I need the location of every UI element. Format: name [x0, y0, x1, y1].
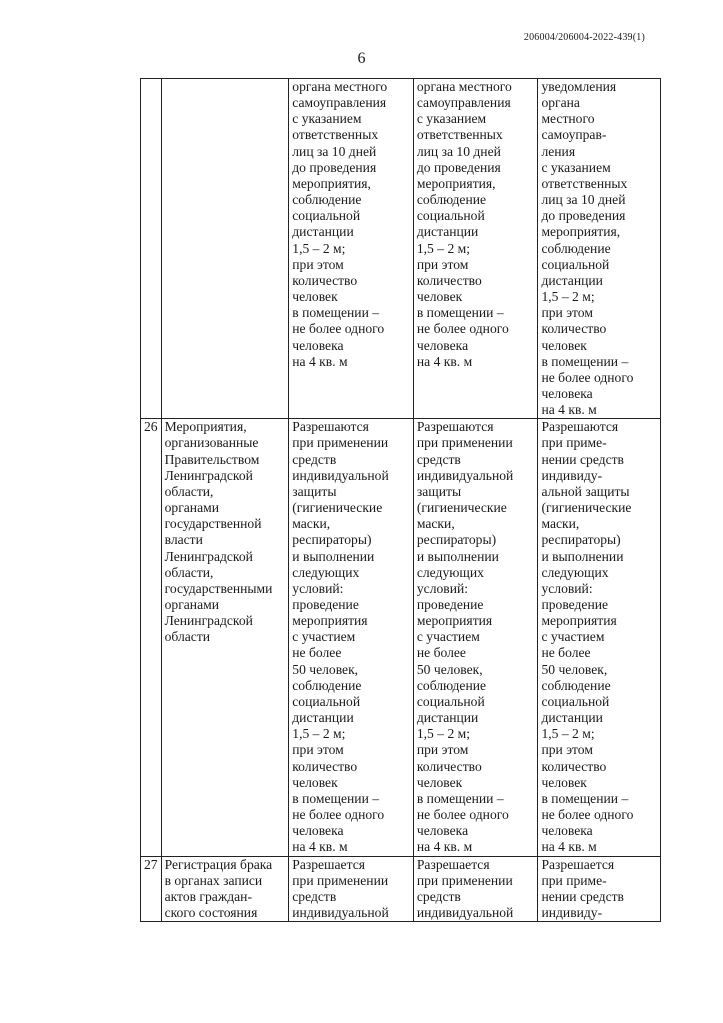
- cell-text-line: соблюдение: [292, 192, 362, 208]
- cell-text-line: 50 человек,: [416, 661, 483, 677]
- cell-text-line: области,: [164, 483, 214, 499]
- cell-text-line: органа местного: [292, 79, 388, 94]
- cell-text-line: не более: [416, 645, 466, 661]
- cell-text-line: человек: [541, 774, 587, 790]
- cell-text-line: социальной: [416, 693, 485, 709]
- cell-text-line: человека: [416, 823, 469, 839]
- cell-text-line: 50 человек,: [292, 661, 359, 677]
- cell-text-line: при этом: [541, 305, 593, 321]
- cell-text-line: не более одного: [292, 807, 385, 823]
- row-number: 26: [144, 419, 158, 435]
- table-row: [141, 856, 661, 922]
- cell-text-line: проведение: [416, 597, 484, 612]
- regime-c-cell: [538, 856, 661, 922]
- cell-text-line: индивиду-: [541, 467, 603, 483]
- cell-text-line: нении средств: [541, 888, 624, 904]
- cell-text-line: следующих: [541, 564, 609, 580]
- cell-text-line: количество: [416, 758, 482, 774]
- cell-text-line: с участием: [541, 629, 605, 645]
- cell-text-line: Регистрация брака: [164, 856, 273, 872]
- cell-text-line: Разрешаются: [292, 419, 369, 435]
- cell-text-line: Разрешается: [416, 856, 490, 872]
- cell-text-line: средств: [416, 451, 461, 467]
- cell-text-line: Ленинградской: [164, 548, 253, 564]
- cell-text-line: защиты: [416, 483, 462, 499]
- cell-text-line: Разрешаются: [416, 419, 494, 435]
- cell-text-line: соблюдение: [292, 677, 362, 693]
- cell-text-line: мероприятия: [541, 613, 617, 629]
- cell-text-line: соблюдение: [416, 192, 487, 208]
- cell-text-line: 1,5 – 2 м;: [541, 289, 595, 305]
- cell-text-line: органа: [541, 95, 580, 111]
- cell-text-line: следующих: [292, 564, 360, 580]
- cell-text-line: не более одного: [416, 321, 509, 337]
- cell-text-line: лиц за 10 дней: [416, 143, 501, 159]
- cell-text-line: при применении: [292, 435, 389, 451]
- document-id: 206004/206004-2022-439(1): [523, 32, 645, 43]
- cell-text-line: до проведения: [292, 159, 377, 175]
- cell-text-line: 1,5 – 2 м;: [416, 240, 471, 256]
- cell-text-line: не более одного: [541, 369, 634, 385]
- cell-text-line: индивидуальной: [292, 467, 389, 483]
- cell-text-line: при применении: [416, 872, 513, 888]
- cell-text-line: не более одного: [541, 807, 634, 823]
- cell-text-line: дистанции: [541, 272, 603, 288]
- cell-text-line: (гигиенические: [292, 500, 383, 516]
- cell-text-line: на 4 кв. м: [416, 839, 473, 855]
- cell-text-line: социальной: [541, 256, 610, 272]
- cell-text-line: ответственных: [416, 127, 503, 143]
- cell-text-line: проведение: [292, 597, 359, 612]
- cell-text-line: в помещении –: [541, 790, 629, 806]
- cell-text-line: респираторы): [292, 532, 372, 548]
- table-row: [141, 419, 661, 856]
- cell-text-line: на 4 кв. м: [541, 402, 597, 418]
- cell-text-line: маски,: [292, 516, 331, 532]
- event-name-cell: [161, 856, 289, 922]
- cell-text-line: не более: [292, 645, 342, 661]
- cell-text-line: количество: [292, 758, 358, 774]
- cell-text-line: социальной: [416, 208, 485, 224]
- cell-text-line: респираторы): [541, 532, 621, 548]
- regime-a-cell: [289, 79, 414, 419]
- cell-text-line: органа местного: [416, 79, 512, 94]
- cell-text-line: при этом: [292, 256, 344, 272]
- page-number: 6: [357, 50, 366, 67]
- cell-text-line: респираторы): [416, 532, 497, 548]
- cell-text-line: в помещении –: [416, 305, 504, 321]
- cell-text-line: 1,5 – 2 м;: [541, 726, 595, 742]
- cell-text-line: мероприятия: [292, 613, 368, 629]
- cell-text-line: дистанции: [416, 710, 479, 726]
- cell-text-line: средств: [292, 451, 337, 467]
- cell-text-line: в помещении –: [416, 790, 504, 806]
- cell-text-line: 1,5 – 2 м;: [292, 240, 346, 256]
- cell-text-line: на 4 кв. м: [292, 353, 348, 369]
- cell-text-line: альной защиты: [541, 483, 630, 499]
- cell-text-line: мероприятия,: [292, 175, 371, 191]
- cell-text-line: человек: [292, 774, 338, 790]
- cell-text-line: уведомления: [541, 79, 617, 94]
- regime-a-cell: [289, 856, 414, 922]
- cell-text-line: человека: [541, 385, 593, 401]
- cell-text-line: социальной: [292, 208, 361, 224]
- cell-text-line: Ленинградской: [164, 613, 253, 629]
- cell-text-line: в помещении –: [541, 353, 629, 369]
- cell-text-line: ления: [541, 143, 576, 159]
- cell-text-line: мероприятия: [416, 613, 493, 629]
- cell-text-line: не более одного: [292, 321, 385, 337]
- table-row: [141, 79, 661, 419]
- cell-text-line: Разрешается: [541, 856, 615, 872]
- cell-text-line: актов граждан-: [164, 888, 252, 904]
- cell-text-line: индивидуальной: [292, 904, 389, 920]
- cell-text-line: 50 человек,: [541, 661, 608, 677]
- cell-text-line: с указанием: [292, 111, 362, 127]
- table-body: [141, 79, 661, 922]
- cell-text-line: государственными: [164, 580, 273, 596]
- cell-text-line: Ленинградской: [164, 467, 253, 483]
- cell-text-line: (гигиенические: [541, 500, 632, 516]
- cell-text-line: на 4 кв. м: [416, 353, 473, 369]
- cell-text-line: ского состояния: [164, 904, 258, 920]
- cell-text-line: средств: [416, 888, 461, 904]
- cell-text-line: лиц за 10 дней: [541, 192, 626, 208]
- cell-text-line: местного: [541, 111, 595, 127]
- cell-text-line: органами: [164, 597, 219, 612]
- cell-text-line: Разрешается: [292, 856, 365, 872]
- cell-text-line: Правительством: [164, 451, 260, 467]
- cell-text-line: Мероприятия,: [164, 419, 247, 435]
- cell-text-line: следующих: [416, 564, 484, 580]
- cell-text-line: соблюдение: [541, 240, 611, 256]
- cell-text-line: условий:: [292, 580, 344, 596]
- cell-text-line: в помещении –: [292, 790, 380, 806]
- regulation-table: [140, 78, 661, 922]
- cell-text-line: самоуправления: [292, 95, 387, 111]
- regime-c-cell: [538, 79, 661, 419]
- cell-text-line: человек: [416, 289, 463, 305]
- cell-text-line: Разрешаются: [541, 419, 619, 435]
- row-number-cell: [141, 79, 162, 419]
- cell-text-line: при этом: [416, 742, 469, 758]
- regime-b-cell: [413, 856, 538, 922]
- cell-text-line: дистанции: [416, 224, 479, 240]
- cell-text-line: до проведения: [541, 208, 626, 224]
- cell-text-line: 1,5 – 2 м;: [292, 726, 346, 742]
- cell-text-line: области: [164, 629, 211, 645]
- cell-text-line: мероприятия,: [416, 175, 496, 191]
- cell-text-line: не более: [541, 645, 591, 661]
- row-number-cell: [141, 856, 162, 922]
- cell-text-line: области,: [164, 564, 214, 580]
- cell-text-line: человека: [292, 337, 344, 353]
- cell-text-line: при этом: [416, 256, 469, 272]
- cell-text-line: количество: [292, 272, 358, 288]
- cell-text-line: до проведения: [416, 159, 501, 175]
- cell-text-line: человек: [416, 774, 463, 790]
- cell-text-line: в помещении –: [292, 305, 380, 321]
- cell-text-line: ответственных: [292, 127, 379, 143]
- cell-text-line: индивидуальной: [416, 467, 514, 483]
- cell-text-line: маски,: [541, 516, 580, 532]
- cell-text-line: ответственных: [541, 175, 628, 191]
- cell-text-line: организованные: [164, 435, 259, 451]
- cell-text-line: при применении: [292, 872, 389, 888]
- cell-text-line: условий:: [541, 580, 593, 596]
- cell-text-line: не более одного: [416, 807, 509, 823]
- cell-text-line: лиц за 10 дней: [292, 143, 377, 159]
- cell-text-line: дистанции: [292, 224, 354, 240]
- cell-text-line: и выполнении: [416, 548, 499, 564]
- cell-text-line: мероприятия,: [541, 224, 621, 240]
- cell-text-line: соблюдение: [541, 677, 611, 693]
- cell-text-line: человека: [292, 823, 344, 839]
- cell-text-line: человек: [541, 337, 587, 353]
- cell-text-line: 1,5 – 2 м;: [416, 726, 471, 742]
- cell-text-line: маски,: [416, 516, 455, 532]
- event-name-cell: [161, 419, 289, 856]
- cell-text-line: (гигиенические: [416, 500, 507, 516]
- row-number-cell: [141, 419, 162, 856]
- cell-text-line: и выполнении: [292, 548, 375, 564]
- cell-text-line: с указанием: [416, 111, 487, 127]
- cell-text-line: с участием: [292, 629, 356, 645]
- cell-text-line: на 4 кв. м: [292, 839, 348, 855]
- cell-text-line: на 4 кв. м: [541, 839, 597, 855]
- cell-text-line: при приме-: [541, 872, 607, 888]
- regime-a-cell: [289, 419, 414, 856]
- cell-text-line: государственной: [164, 516, 262, 532]
- cell-text-line: средств: [292, 888, 337, 904]
- regime-c-cell: [538, 419, 661, 856]
- event-name-cell: [161, 79, 289, 419]
- cell-text-line: при применении: [416, 435, 513, 451]
- cell-text-line: количество: [541, 758, 607, 774]
- cell-text-line: индивидуальной: [416, 904, 514, 920]
- cell-text-line: с участием: [416, 629, 480, 645]
- cell-text-line: защиты: [292, 483, 337, 499]
- cell-text-line: человека: [541, 823, 593, 839]
- regime-b-cell: [413, 419, 538, 856]
- cell-text-line: при этом: [292, 742, 344, 758]
- cell-text-line: количество: [541, 321, 607, 337]
- cell-text-line: и выполнении: [541, 548, 624, 564]
- cell-text-line: проведение: [541, 597, 609, 612]
- cell-text-line: самоуправ-: [541, 127, 607, 143]
- cell-text-line: с указанием: [541, 159, 611, 175]
- cell-text-line: человек: [292, 289, 338, 305]
- cell-text-line: индивиду-: [541, 904, 603, 920]
- cell-text-line: дистанции: [541, 710, 603, 726]
- cell-text-line: дистанции: [292, 710, 354, 726]
- cell-text-line: количество: [416, 272, 482, 288]
- cell-text-line: органами: [164, 500, 219, 516]
- row-number: 27: [144, 856, 158, 872]
- cell-text-line: власти: [164, 532, 203, 548]
- cell-text-line: человека: [416, 337, 469, 353]
- cell-text-line: социальной: [292, 693, 361, 709]
- cell-text-line: соблюдение: [416, 677, 487, 693]
- cell-text-line: условий:: [416, 580, 469, 596]
- cell-text-line: нении средств: [541, 451, 624, 467]
- cell-text-line: при приме-: [541, 435, 607, 451]
- cell-text-line: социальной: [541, 693, 610, 709]
- regime-b-cell: [413, 79, 538, 419]
- cell-text-line: в органах записи: [164, 872, 263, 888]
- cell-text-line: самоуправления: [416, 95, 511, 111]
- cell-text-line: при этом: [541, 742, 593, 758]
